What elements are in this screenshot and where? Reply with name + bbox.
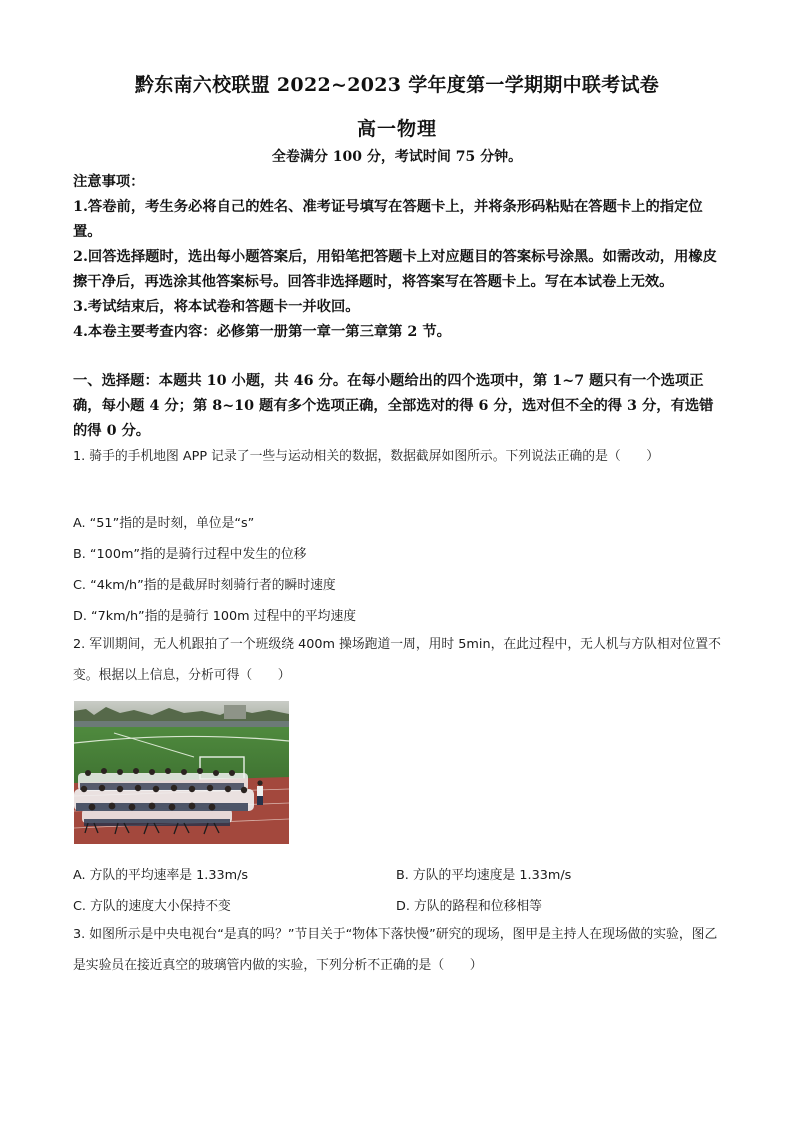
drill-photo (74, 701, 289, 844)
note-item: 3.考试结束后，将本试卷和答题卡一并收回。 (73, 299, 360, 315)
note-item: 2.回答选择题时，选出每小题答案后，用铅笔把答题卡上对应题目的答案标号涂黑。如需改动，用橡皮擦干净后，再选涂其他答案标号。回答非选择题时，将答案写在答题卡上。写在本试卷上无效。 (73, 249, 717, 290)
notes-block (73, 170, 723, 345)
q2-option-c: C. 方队的速度大小保持不变 (73, 899, 231, 914)
subject-title: 高一物理 (356, 118, 437, 140)
drill-photo-image (74, 701, 289, 844)
q2-option-d: D. 方队的路程和位移相等 (396, 899, 542, 914)
q2-option-b: B. 方队的平均速度是 1.33m/s (396, 868, 572, 883)
question-1-stem: 1. 骑手的手机地图 APP 记录了一些与运动相关的数据，数据截屏如图所示。下列说法正确的是（ ） (73, 449, 660, 464)
note-item: 1.答卷前，考生务必将自己的姓名、准考证号填写在答题卡上，并将条形码粘贴在答题卡上的指定位置。 (73, 199, 703, 240)
question-2-stem: 2. 军训期间，无人机跟拍了一个班级绕 400m 操场跑道一周，用时 5min，在此过程中，无人机与方队相对位置不变。根据以上信息，分析可得（ ） (73, 637, 721, 683)
note-item: 4.本卷主要考查内容：必修第一册第一章一第三章第 2 节。 (73, 324, 451, 340)
exam-meta: 全卷满分 100 分，考试时间 75 分钟。 (271, 149, 523, 165)
q2-option-a: A. 方队的平均速率是 1.33m/s (73, 868, 249, 883)
question-3-stem: 3. 如图所示是中央电视台“是真的吗？”节目关于“物体下落快慢”研究的现场，图甲是主持人在现场做的实验，图乙是实验员在接近真空的玻璃管内做的实验，下列分析不正确的是（ ） (73, 927, 718, 973)
q1-option-c: C. “4km/h”指的是截屏时刻骑行者的瞬时速度 (73, 578, 336, 593)
q1-option-b: B. “100m”指的是骑行过程中发生的位移 (73, 547, 307, 562)
q1-option-d: D. “7km/h”指的是骑行 100m 过程中的平均速度 (73, 609, 357, 624)
q1-option-a: A. “51”指的是时刻，单位是“s” (73, 516, 255, 531)
exam-title: 黔东南六校联盟 2022~2023 学年度第一学期期中联考试卷 (134, 74, 660, 96)
section-heading: 一、选择题：本题共 10 小题，共 46 分。在每小题给出的四个选项中，第 1~7 题只有一个选项正确，每小题 4 分；第 8~10 题有多个选项正确，全部选对的得 6 分，选对但不全的得 3 分，有选错的得 0 分。 (73, 373, 714, 439)
notes-heading: 注意事项： (73, 174, 145, 190)
